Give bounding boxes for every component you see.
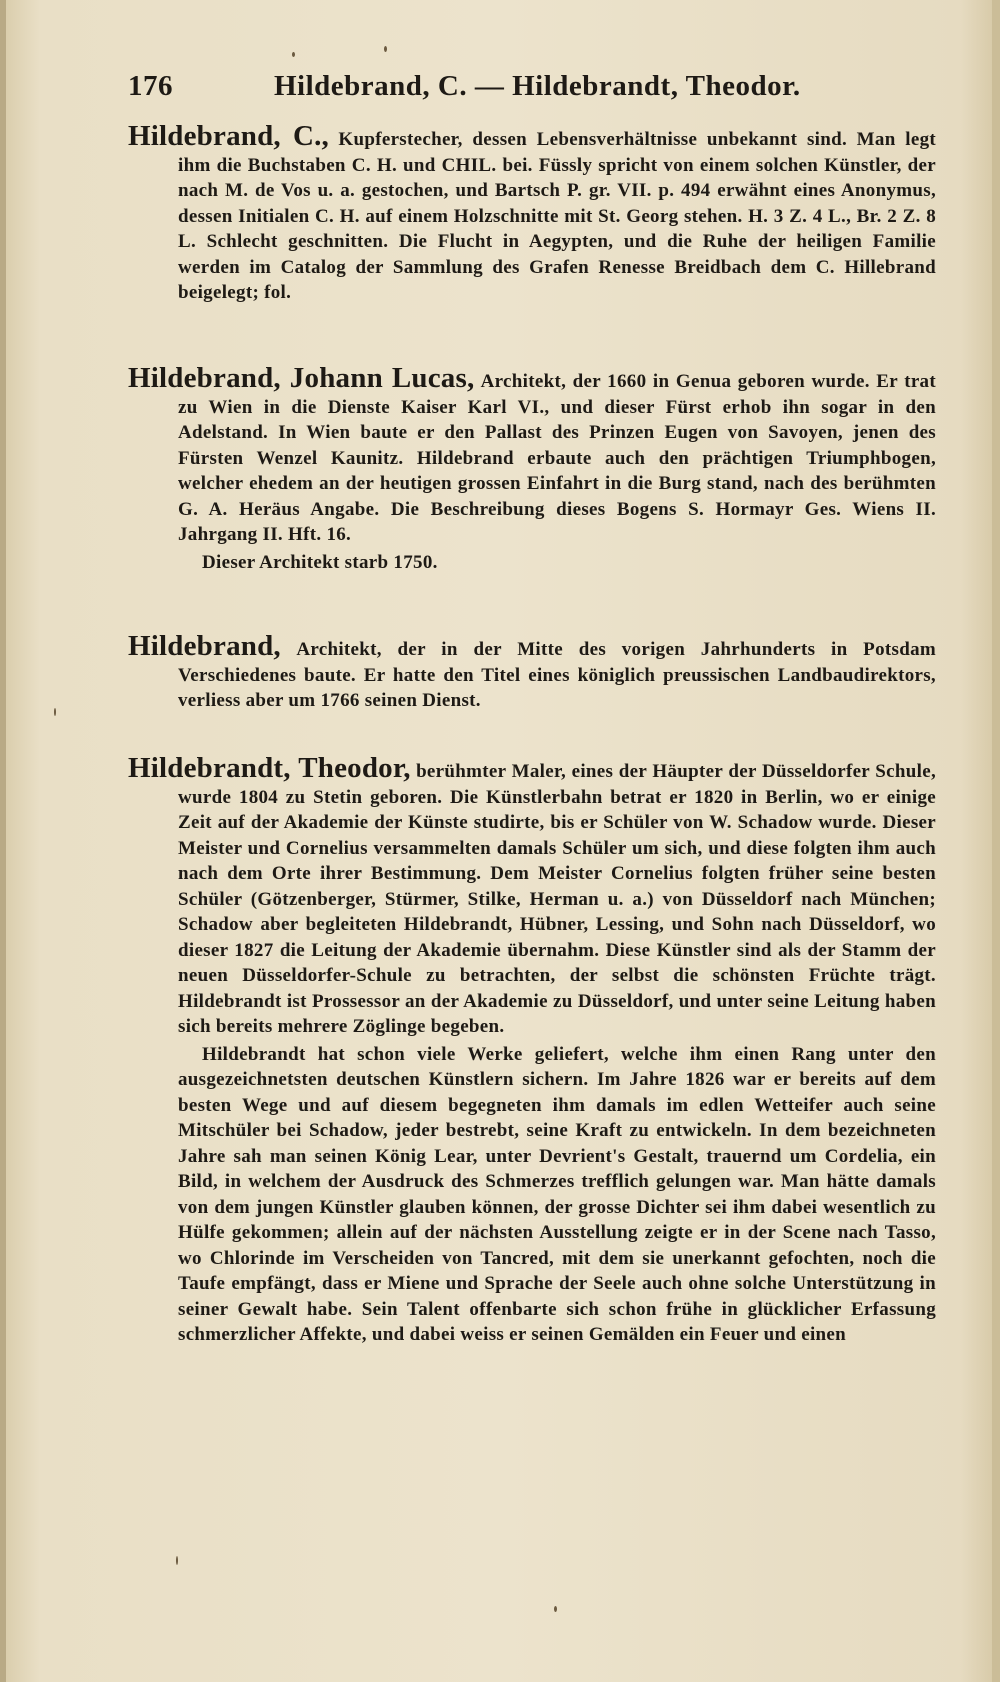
page-header	[128, 62, 828, 112]
entry-text: Kupferstecher, dessen Lebensverhältnisse unbekannt sind. Man legt ihm die Buchstaben C. H. und CHIL. bei. Füssly spricht von einem solchen Künstler, der nach M. de Vos u. a. gestochen, und Bartsch P. gr. VII. p. 494 erwähnt eines Anonymus, dessen Initialen C. H. auf einem Holzschnitte mit St. Georg stehen. H. 3 Z. 4 L., Br. 2 Z. 8 L. Schlecht geschnitten. Die Flucht in Aegypten, und die Ruhe der heiligen Familie werden im Catalog der Sammlung des Grafen Renesse Breidbach dem C. Hillebrand beigelegt; fol.	[178, 129, 937, 303]
entry-text: berühmter Maler, eines der Häupter der Düsseldorfer Schule, wurde 1804 zu Stetin geboren. Die Künstlerbahn betrat er 1820 in Berlin, wo er einige Zeit auf der Akademie der Künste studirte, bis er Schüler von W. Schadow wurde. Dieser Meister und Cornelius versammelten damals Schüler um sich, und diese folgten ihm auch nach dem Orte ihrer Bestimmung. Dem Meister Cornelius folgten früher seine besten Schüler (Götzenberger, Stürmer, Stilke, Herman u. a.) von Düsseldorf nach München; Schadow aber begleiteten Hildebrandt, Hübner, Lessing, und Sohn nach Düsseldorf, wo dieser 1827 die Leitung der Akademie übernahm. Diese Künstler sind als der Stamm der neuen Düsseldorfer-Schule zu betrachten, der selbst die schönsten Früchte trägt. Hildebrandt ist Prossessor an der Akademie zu Düsseldorf, und unter seine Leitung haben sich bereits mehrere Zöglinge begeben.	[178, 761, 936, 1037]
entry-hildebrand-architekt	[128, 630, 936, 714]
entry-headword: Hildebrand,	[128, 630, 281, 662]
entry-hildebrand-johann-lucas	[128, 362, 936, 575]
entry-paragraph	[128, 120, 937, 306]
paper-speck	[176, 1556, 178, 1565]
entry-headword: Hildebrandt, Theodor,	[128, 752, 411, 784]
entry-continuation: Hildebrandt hat schon viele Werke geliefert, welche ihm einen Rang unter den ausgezeichnetsten deutschen Künstlern sichern. Im Jahre 1826 war er bereits auf dem besten Wege und auf diesem begegneten ihm damals im edlen Wetteifer auch seine Mitschüler bei Schadow, jeder bestrebt, seine Kraft zu entwickeln. In dem bezeichneten Jahre sah man seinen König Lear, unter Devrient's Gestalt, trauernd um Cordelia, ein Bild, in welchem der Ausdruck des Schmerzes trefflich gelungen war. Man hätte damals von dem jungen Künstler glauben können, der grosse Dichter sei ihm dabei wesentlich zu Hülfe gekommen; allein auf der nächsten Ausstellung zeigte er in der Scene nach Tasso, wo Chlorinde im Verscheiden von Tancred, mit dem sie unerkannt gefochten, noch die Taufe empfängt, dass er Miene und Sprache der Seele auch ohne solche Unterstützung in seiner Gewalt habe. Sein Talent offenbarte sich schon frühe in glücklicher Erfassung schmerzlicher Affekte, und dabei weiss er seinen Gemälden ein Feuer und einen	[178, 1043, 936, 1345]
entry-hildebrandt-theodor	[128, 752, 936, 1348]
entry-headword: Hildebrand, Johann Lucas,	[128, 362, 475, 394]
paper-speck	[554, 1606, 557, 1612]
entry-paragraph	[128, 630, 936, 714]
entry-text: Architekt, der in der Mitte des vorigen Jahrhunderts in Potsdam Verschiedenes baute. Er hatte den Titel eines königlich preussischen Landbaudirektors, verliess aber um 1766 seinen Dienst.	[178, 639, 936, 711]
entry-paragraph	[128, 362, 936, 548]
page-left-edge	[0, 0, 6, 1682]
entry-headword: Hildebrand, C.,	[128, 120, 329, 152]
entry-continuation: Dieser Architekt starb 1750.	[202, 551, 438, 573]
running-title: Hildebrand, C. — Hildebrandt, Theodor.	[274, 70, 801, 102]
paper-speck	[384, 46, 387, 52]
entry-text: Architekt, der 1660 in Genua geboren wurde. Er trat zu Wien in die Dienste Kaiser Karl VI., und dieser Fürst erhob ihn sogar in den Adelstand. In Wien baute er den Pallast des Prinzen Eugen von Savoyen, jenen des Fürsten Wenzel Kaunitz. Hildebrand erbaute auch den prächtigen Triumphbogen, welcher ehedem an der heutigen grossen Einfahrt in die Burg stand, nach des berühmten G. A. Heräus Angabe. Die Beschreibung dieses Bogens S. Hormayr Ges. Wiens II. Jahrgang II. Hft. 16.	[178, 371, 936, 545]
paper-speck	[54, 708, 56, 716]
page-right-edge	[992, 0, 1000, 1682]
page-number: 176	[128, 70, 173, 102]
paper-speck	[292, 52, 295, 57]
entry-paragraph	[128, 752, 936, 1040]
entry-hildebrand-c	[128, 120, 937, 306]
